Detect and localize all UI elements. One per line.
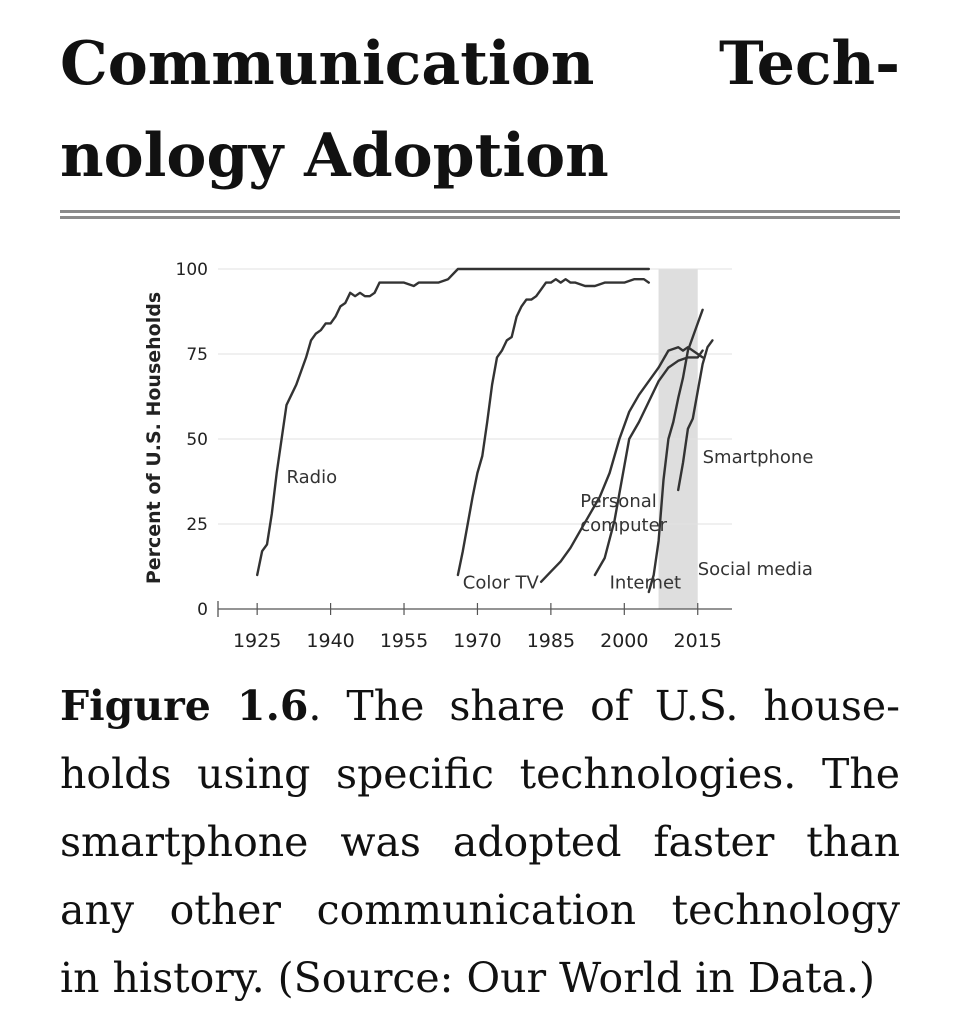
adoption-chart xyxy=(130,250,814,660)
caption-label: Figure 1.6 xyxy=(60,682,309,730)
y-tick-label-75: 75 xyxy=(186,345,208,365)
series-label-personal-computer-1: Personal xyxy=(580,491,657,512)
series-label-smartphone: Smartphone xyxy=(702,446,814,468)
caption-line1: . The share of U.S. house- xyxy=(308,682,900,730)
x-tick-label-1970: 1970 xyxy=(453,630,502,652)
series-label-radio: Radio xyxy=(286,467,338,489)
y-tick-label-100: 100 xyxy=(175,260,208,280)
y-tick-label-50: 50 xyxy=(186,430,208,450)
x-tick-label-1985: 1985 xyxy=(526,630,576,652)
y-tick-label-25: 25 xyxy=(186,515,208,535)
heading-rule-bottom xyxy=(60,216,900,219)
series-label-personal-computer-2: computer xyxy=(580,515,668,536)
series-label-internet: Internet xyxy=(609,572,682,594)
x-tick-label-1955: 1955 xyxy=(379,630,429,652)
caption-line2: holds using specific technologies. The xyxy=(60,750,900,798)
caption-line4: any other communication technology xyxy=(60,886,900,934)
x-tick-label-2015: 2015 xyxy=(673,630,722,652)
caption-line3: smartphone was adopted faster than xyxy=(60,818,900,866)
x-tick-label-2000: 2000 xyxy=(600,630,649,652)
y-axis-title: Percent of U.S. Households xyxy=(143,291,165,585)
caption-line5: in history. (Source: Our World in Data.) xyxy=(60,954,875,1002)
series-label-color-tv: Color TV xyxy=(462,572,539,594)
title-line1-part2: Tech- xyxy=(719,29,900,99)
series-label-social-media: Social media xyxy=(697,559,813,580)
heading-rule-top xyxy=(60,210,900,213)
page-title xyxy=(60,18,900,202)
x-tick-label-1925: 1925 xyxy=(232,630,282,652)
title-line1-part1: Communication xyxy=(60,29,595,99)
title-line2: nology Adoption xyxy=(60,121,609,191)
figure-caption xyxy=(60,672,900,1012)
x-tick-label-1940: 1940 xyxy=(306,630,355,652)
y-tick-label-0: 0 xyxy=(197,600,208,620)
